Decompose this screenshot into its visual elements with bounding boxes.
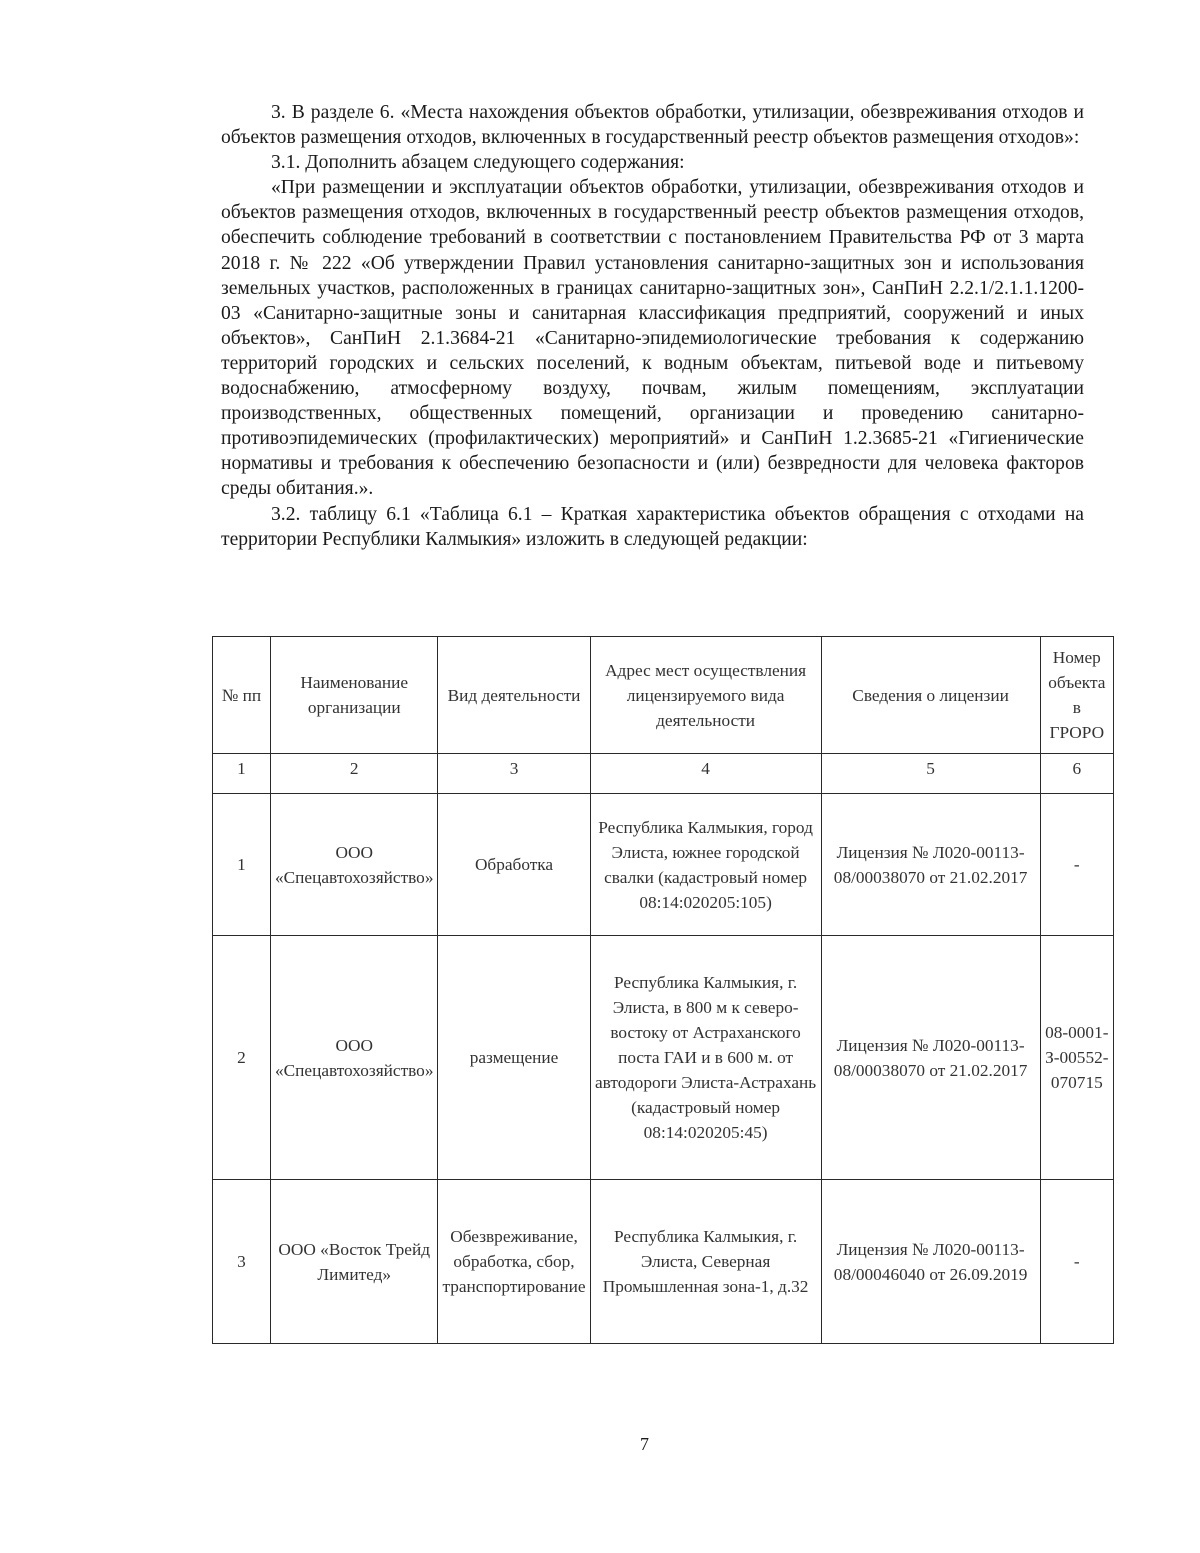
cell-license: Лицензия № Л020-00113-08/00046040 от 26.09.2019	[821, 1180, 1040, 1344]
cell-organization: ООО «Спецавтохозяйство»	[271, 794, 438, 936]
paragraph-added-text: «При размещении и эксплуатации объектов обработки, утилизации, обезвреживания отходов и объектов размещения отходов, включенных в государственный реестр объектов размещения отходов, обеспечить соблюдение требований в соответствии с постановлением Правительства РФ от 3 марта 2018 г. № 222 «Об утверждении Правил установления санитарно-защитных зон и использования земельных участков, расположенных в границах санитарно-защитных зон», СанПиН 2.2.1/2.1.1.1200-03 «Санитарно-защитные зоны и санитарная классификация предприятий, сооружений и иных объектов», СанПиН 2.1.3684-21 «Санитарно-эпидемиологические требования к содержанию территорий городских и сельских поселений, к водным объектам, питьевой воде и питьевому водоснабжению, атмосферному воздуху, почвам, жилым помещениям, эксплуатации производственных, общественных помещений, организации и проведению санитарно-противоэпидемических (профилактических) мероприятий» и СанПиН 1.2.3685-21 «Гигиенические нормативы и требования к обеспечению безопасности и (или) безвредности для человека факторов среды обитания.».	[221, 177, 1084, 500]
cell-activity: Обезвреживание, обработка, сбор, транспортирование	[438, 1180, 590, 1344]
column-number-cell: 1	[213, 754, 271, 794]
cell-groro: -	[1040, 1180, 1113, 1344]
table-header-row	[213, 637, 1114, 754]
table-row	[213, 936, 1114, 1180]
cell-license: Лицензия № Л020-00113-08/00038070 от 21.02.2017	[821, 794, 1040, 936]
cell-number: 3	[213, 1180, 271, 1344]
cell-groro: 08-0001-З-00552-070715	[1040, 936, 1113, 1180]
cell-groro: -	[1040, 794, 1113, 936]
cell-number: 2	[213, 936, 271, 1180]
cell-organization: ООО «Восток Трейд Лимитед»	[271, 1180, 438, 1344]
paragraph-item-3-2: 3.2. таблицу 6.1 «Таблица 6.1 – Краткая характеристика объектов обращения с отходами на территории Республики Калмыкия» изложить в следующей редакции:	[221, 503, 1084, 550]
page-number: 7	[640, 1434, 649, 1454]
table-row	[213, 794, 1114, 936]
cell-organization: ООО «Спецавтохозяйство»	[271, 936, 438, 1180]
paragraph-section-3: 3. В разделе 6. «Места нахождения объектов обработки, утилизации, обезвреживания отходов и объектов размещения отходов, включенных в государственный реестр объектов размещения отходов»:	[221, 102, 1084, 149]
cell-address: Республика Калмыкия, город Элиста, южнее городской свалки (кадастровый номер 08:14:020205:105)	[590, 794, 821, 936]
paragraph-item-3-1: 3.1. Дополнить абзацем следующего содержания:	[271, 152, 685, 174]
column-number-cell: 5	[821, 754, 1040, 794]
column-number-cell: 6	[1040, 754, 1113, 794]
document-body	[221, 100, 1084, 552]
cell-activity: размещение	[438, 936, 590, 1180]
cell-address: Республика Калмыкия, г. Элиста, в 800 м к северо-востоку от Астраханского поста ГАИ и в 600 м. от автодороги Элиста-Астрахань (кадастровый номер 08:14:020205:45)	[590, 936, 821, 1180]
cell-activity: Обработка	[438, 794, 590, 936]
table-row	[213, 1180, 1114, 1344]
column-number-cell: 3	[438, 754, 590, 794]
column-number-cell: 4	[590, 754, 821, 794]
header-cell-license: Сведения о лицензии	[821, 637, 1040, 754]
header-cell-activity: Вид деятельности	[438, 637, 590, 754]
cell-number: 1	[213, 794, 271, 936]
waste-facilities-table	[212, 636, 1114, 1344]
column-number-cell: 2	[271, 754, 438, 794]
table-column-number-row	[213, 754, 1114, 794]
header-cell-number: № пп	[213, 637, 271, 754]
header-cell-address: Адрес мест осуществления лицензируемого вида деятельности	[590, 637, 821, 754]
cell-address: Республика Калмыкия, г. Элиста, Северная Промышленная зона-1, д.32	[590, 1180, 821, 1344]
header-cell-organization: Наименование организации	[271, 637, 438, 754]
header-cell-groro: Номер объекта в ГРОРО	[1040, 637, 1113, 754]
cell-license: Лицензия № Л020-00113-08/00038070 от 21.02.2017	[821, 936, 1040, 1180]
